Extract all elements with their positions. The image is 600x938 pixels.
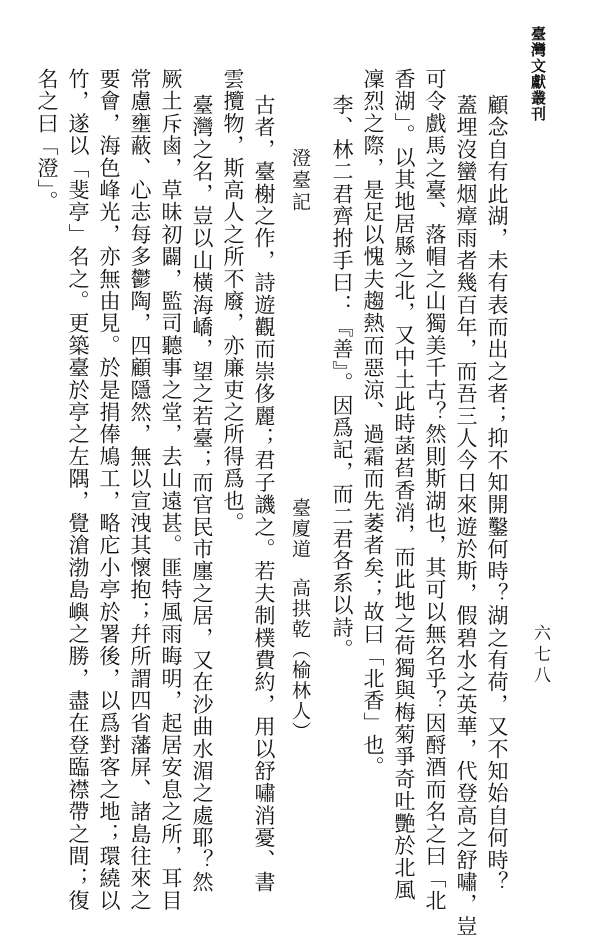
text-column: 香湖」。以其地居縣之北，又中土此時菡萏香消，而此地之荷獨與梅菊爭奇吐艷於北風 <box>392 68 416 902</box>
text-column: 顧念自有此湖，未有表而出之者；抑不知開鑿何時？湖之有荷，又不知始自何時？ <box>485 94 509 894</box>
author-name: 高拱乾（榆林人） <box>289 578 311 742</box>
page-number: 六七八 <box>530 624 550 687</box>
running-header-title: 臺灣文獻叢刊 <box>529 26 547 122</box>
section-title: 澄臺記 <box>289 148 311 214</box>
text-column: 厥土斥鹵，草昧初闢，監司聽事之堂，去山遠甚。匪特風雨晦明，起居安息之所，耳目 <box>159 68 183 912</box>
text-column: 李、林二君齊拊手曰：『善』。因爲記，而二君各系以詩。 <box>330 94 354 661</box>
text-column: 要會，海色峰光，亦無由見。於是捐俸鳩工，略庀小亭於署後，以爲對客之地；環繞以 <box>97 68 121 912</box>
text-column: 名之曰「澄」。 <box>35 68 59 213</box>
text-column: 凜烈之際，是足以愧夫趨熱而惡涼、過霜而先萎者矣；故曰「北香」也。 <box>361 68 385 779</box>
author-office: 臺廈道 <box>289 498 311 560</box>
text-column: 古者，臺榭之作，詩遊觀而崇侈麗；君子譏之。若夫制樸費約，用以舒嘯消憂、書 <box>252 94 276 894</box>
text-column: 雲攬物，斯高人之所不廢，亦廉吏之所得爲也。 <box>221 68 245 535</box>
text-column: 可令戲馬之臺、落帽之山獨美千古？然則斯湖也，其可以無名乎？因酹酒而名之曰「北 <box>423 68 447 912</box>
text-column: 竹，遂以「斐亭」名之。更築臺於亭之左隅，覺滄渤島嶼之勝，盡在登臨襟帶之間；復 <box>66 68 90 912</box>
text-column: 臺灣之名，豈以山橫海嶠，望之若臺；而官民市廛之居，又在沙曲水湄之處耶？然 <box>190 94 214 894</box>
text-column: 常慮壅蔽、心志每多鬱陶，四顧隱然，無以宣洩其懷抱；幷所謂四省藩屏、諸島往來之 <box>128 68 152 912</box>
text-column: 蓋埋沒蠻烟瘴雨者幾百年，而吾三人今日來遊於斯，假碧水之英華，代登高之舒嘯，豈 <box>454 94 478 938</box>
